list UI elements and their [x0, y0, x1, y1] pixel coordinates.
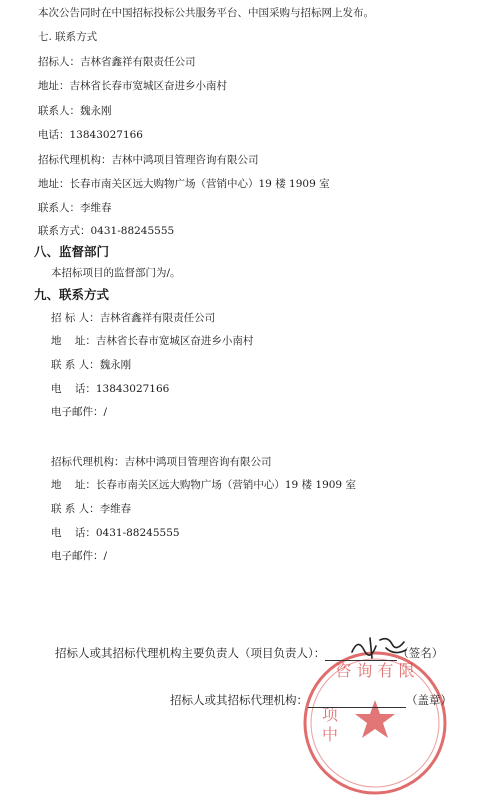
s9-tenderer-row	[51, 311, 215, 325]
s9-agency-email-value: /	[103, 550, 108, 562]
s9-address-label: 地 址：	[51, 335, 96, 347]
s9-agency-phone-label: 电 话：	[51, 527, 96, 539]
signature-line-1	[55, 645, 443, 661]
s7-agency-address-value: 长春市南关区远大购物广场（营销中心）19 楼 1909 室	[69, 178, 330, 190]
s9-agency-email-label: 电子邮件：	[51, 550, 104, 562]
s7-address-label: 地址：	[38, 80, 70, 92]
s9-agency-row	[51, 455, 272, 469]
s7-agency-address-row	[38, 177, 330, 191]
s9-phone-label: 电 话：	[51, 383, 96, 395]
s7-tenderer-value: 吉林省鑫祥有限责任公司	[80, 56, 196, 68]
s9-agency-address-value: 长春市南关区远大购物广场（营销中心）19 楼 1909 室	[95, 479, 356, 491]
s9-address-row	[51, 334, 253, 348]
s7-agency-label: 招标代理机构：	[38, 154, 112, 166]
s7-agency-contact-label: 联系人：	[38, 202, 80, 214]
s9-contact-row	[51, 358, 131, 372]
s9-agency-phone-row	[51, 526, 180, 540]
section-8-text: 本招标项目的监督部门为/。	[51, 267, 181, 279]
company-seal-icon	[300, 648, 450, 798]
s9-agency-value: 吉林中鸿项目管理咨询有限公司	[124, 456, 272, 468]
s9-tenderer-value: 吉林省鑫祥有限责任公司	[99, 312, 216, 324]
s7-contact-label: 联系人：	[38, 105, 80, 117]
s7-contact-row	[38, 104, 112, 118]
s7-phone-row	[38, 128, 143, 142]
s7-tenderer-row	[38, 55, 196, 69]
s9-contact-value: 魏永刚	[99, 359, 132, 371]
s9-phone-value: 13843027166	[95, 383, 170, 395]
signature-line-1-label: 招标人或其招标代理机构主要负责人（项目负责人）：	[55, 646, 326, 660]
svg-text:咨 询 有 限: 咨 询 有 限	[335, 661, 415, 680]
s7-agency-contact-value: 李维春	[80, 202, 112, 214]
svg-text:项: 项	[322, 705, 339, 724]
section-9-heading: 九、联系方式	[34, 287, 110, 302]
signature-line-1-blank	[325, 646, 397, 661]
s7-agency-phone-value: 0431-88245555	[90, 225, 175, 237]
s9-agency-contact-row	[51, 502, 131, 516]
s7-agency-contact-row	[38, 201, 112, 215]
s9-contact-label: 联 系 人：	[51, 359, 100, 371]
intro-text: 本次公告同时在中国招标投标公共服务平台、中国采购与招标网上发布。	[38, 7, 374, 19]
s9-agency-phone-value: 0431-88245555	[95, 527, 180, 539]
s7-agency-phone-label: 联系方式：	[38, 225, 91, 237]
s9-agency-address-row	[51, 478, 356, 492]
s7-address-value: 吉林省长春市宽城区奋进乡小南村	[69, 80, 227, 92]
signature-line-2-suffix: （盖章）	[406, 693, 452, 707]
s9-phone-row	[51, 382, 169, 396]
signature-line-2-label: 招标人或其招标代理机构：	[170, 693, 308, 707]
signature-line-1-suffix: （签名）	[397, 646, 444, 660]
s9-agency-email-row	[51, 549, 107, 563]
s7-contact-value: 魏永刚	[80, 105, 112, 117]
s9-agency-contact-value: 李维春	[99, 503, 132, 515]
s9-agency-label: 招标代理机构：	[51, 456, 125, 468]
signature-line-2	[170, 692, 452, 708]
s7-agency-row	[38, 153, 259, 167]
s9-agency-address-label: 地 址：	[51, 479, 96, 491]
s9-agency-contact-label: 联 系 人：	[51, 503, 100, 515]
s9-address-value: 吉林省长春市宽城区奋进乡小南村	[95, 335, 254, 347]
s7-tenderer-label: 招标人：	[38, 56, 80, 68]
s7-phone-label: 电话：	[38, 129, 70, 141]
section-7-heading: 七. 联系方式	[38, 31, 98, 43]
section-8-heading: 八、监督部门	[34, 244, 110, 259]
s7-phone-value: 13843027166	[69, 129, 143, 141]
s9-email-value: /	[103, 406, 108, 418]
s9-tenderer-label: 招 标 人：	[51, 312, 100, 324]
s7-agency-value: 吉林中鸿项目管理咨询有限公司	[111, 154, 259, 166]
s7-agency-address-label: 地址：	[38, 178, 70, 190]
s9-email-label: 电子邮件：	[51, 406, 104, 418]
signature-line-2-blank	[308, 693, 406, 708]
s7-agency-phone-row	[38, 224, 174, 238]
s7-address-row	[38, 79, 227, 93]
s9-email-row	[51, 405, 107, 419]
svg-text:中: 中	[322, 725, 339, 744]
